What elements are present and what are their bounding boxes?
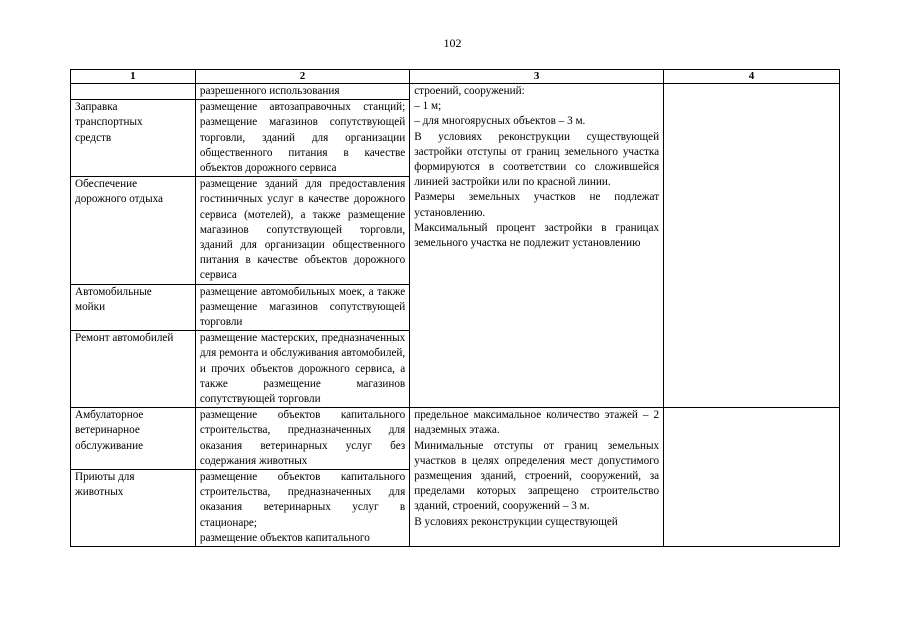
parameters-list-item: – для многоярусных объектов – 3 м. xyxy=(414,115,586,128)
land-use-description: размещение объектов капитального строительства, предназначенных для оказания ветеринарных услуг в стационаре; размещение объектов капитального xyxy=(195,470,409,547)
parameters-cell xyxy=(410,408,664,547)
column-header-1: 1 xyxy=(71,70,196,84)
land-use-name: Приюты для животных xyxy=(71,470,196,547)
land-use-name: Обеспечение дорожного отдыха xyxy=(71,177,196,284)
parameters-text: Размеры земельных участков не подлежат установлению. xyxy=(414,191,660,219)
column-header-3: 3 xyxy=(410,70,664,84)
table-header-row xyxy=(71,70,840,84)
parameters-text: Максимальный процент застройки в границах земельного участка не подлежит установлению xyxy=(414,221,660,250)
parameters-cell xyxy=(410,84,664,408)
parameters-list-item: – 1 м; xyxy=(414,100,442,113)
land-use-name: Заправка транспортных средств xyxy=(71,100,196,177)
regulations-table xyxy=(70,69,840,547)
land-use-description: разрешенного использования xyxy=(195,84,409,100)
land-use-description: размещение объектов капитального строительства, предназначенных для оказания ветеринарных услуг без содержания животных xyxy=(195,408,409,470)
page-number: 102 xyxy=(443,36,462,50)
table-row xyxy=(71,84,840,100)
notes-cell xyxy=(664,408,840,547)
notes-cell xyxy=(664,84,840,408)
land-use-name: Автомобильные мойки xyxy=(71,284,196,331)
land-use-name: Ремонт автомобилей xyxy=(71,331,196,408)
parameters-text: В условиях реконструкции существующей xyxy=(414,515,618,528)
parameters-text: предельное максимальное количество этажей – 2 надземных этажа. xyxy=(414,409,660,437)
land-use-description: размещение зданий для предоставления гостиничных услуг в качестве дорожного сервиса (мотелей), а также размещение магазинов сопутствующей торговли, зданий для организации общественного питания в качестве объектов дорожного сервиса xyxy=(195,177,409,284)
land-use-description: размещение автомобильных моек, а также размещение магазинов сопутствующей торговли xyxy=(195,284,409,331)
land-use-description: размещение автозаправочных станций; размещение магазинов сопутствующей торговли, зданий для организации общественного питания в качестве объектов дорожного сервиса xyxy=(195,100,409,177)
land-use-description: размещение мастерских, предназначенных для ремонта и обслуживания автомобилей, и прочих объектов дорожного сервиса, а также размещение магазинов сопутствующей торговли xyxy=(195,331,409,408)
column-header-4: 4 xyxy=(664,70,840,84)
parameters-text: строений, сооружений: xyxy=(414,85,525,97)
parameters-text: Минимальные отступы от границ земельных участков в целях определения мест допустимого размещения зданий, строений, сооружений, за пределами которых запрещено строительство зданий, строений, сооружений – 3 м. xyxy=(414,439,660,513)
land-use-name xyxy=(71,84,196,100)
land-use-name: Амбулаторное ветеринарное обслуживание xyxy=(71,408,196,470)
table-row xyxy=(71,408,840,470)
column-header-2: 2 xyxy=(195,70,409,84)
parameters-text: В условиях реконструкции существующей застройки отступы от границ земельного участка формируются в соответствии со сложившейся линией застройки или по красной линии. xyxy=(414,130,660,189)
